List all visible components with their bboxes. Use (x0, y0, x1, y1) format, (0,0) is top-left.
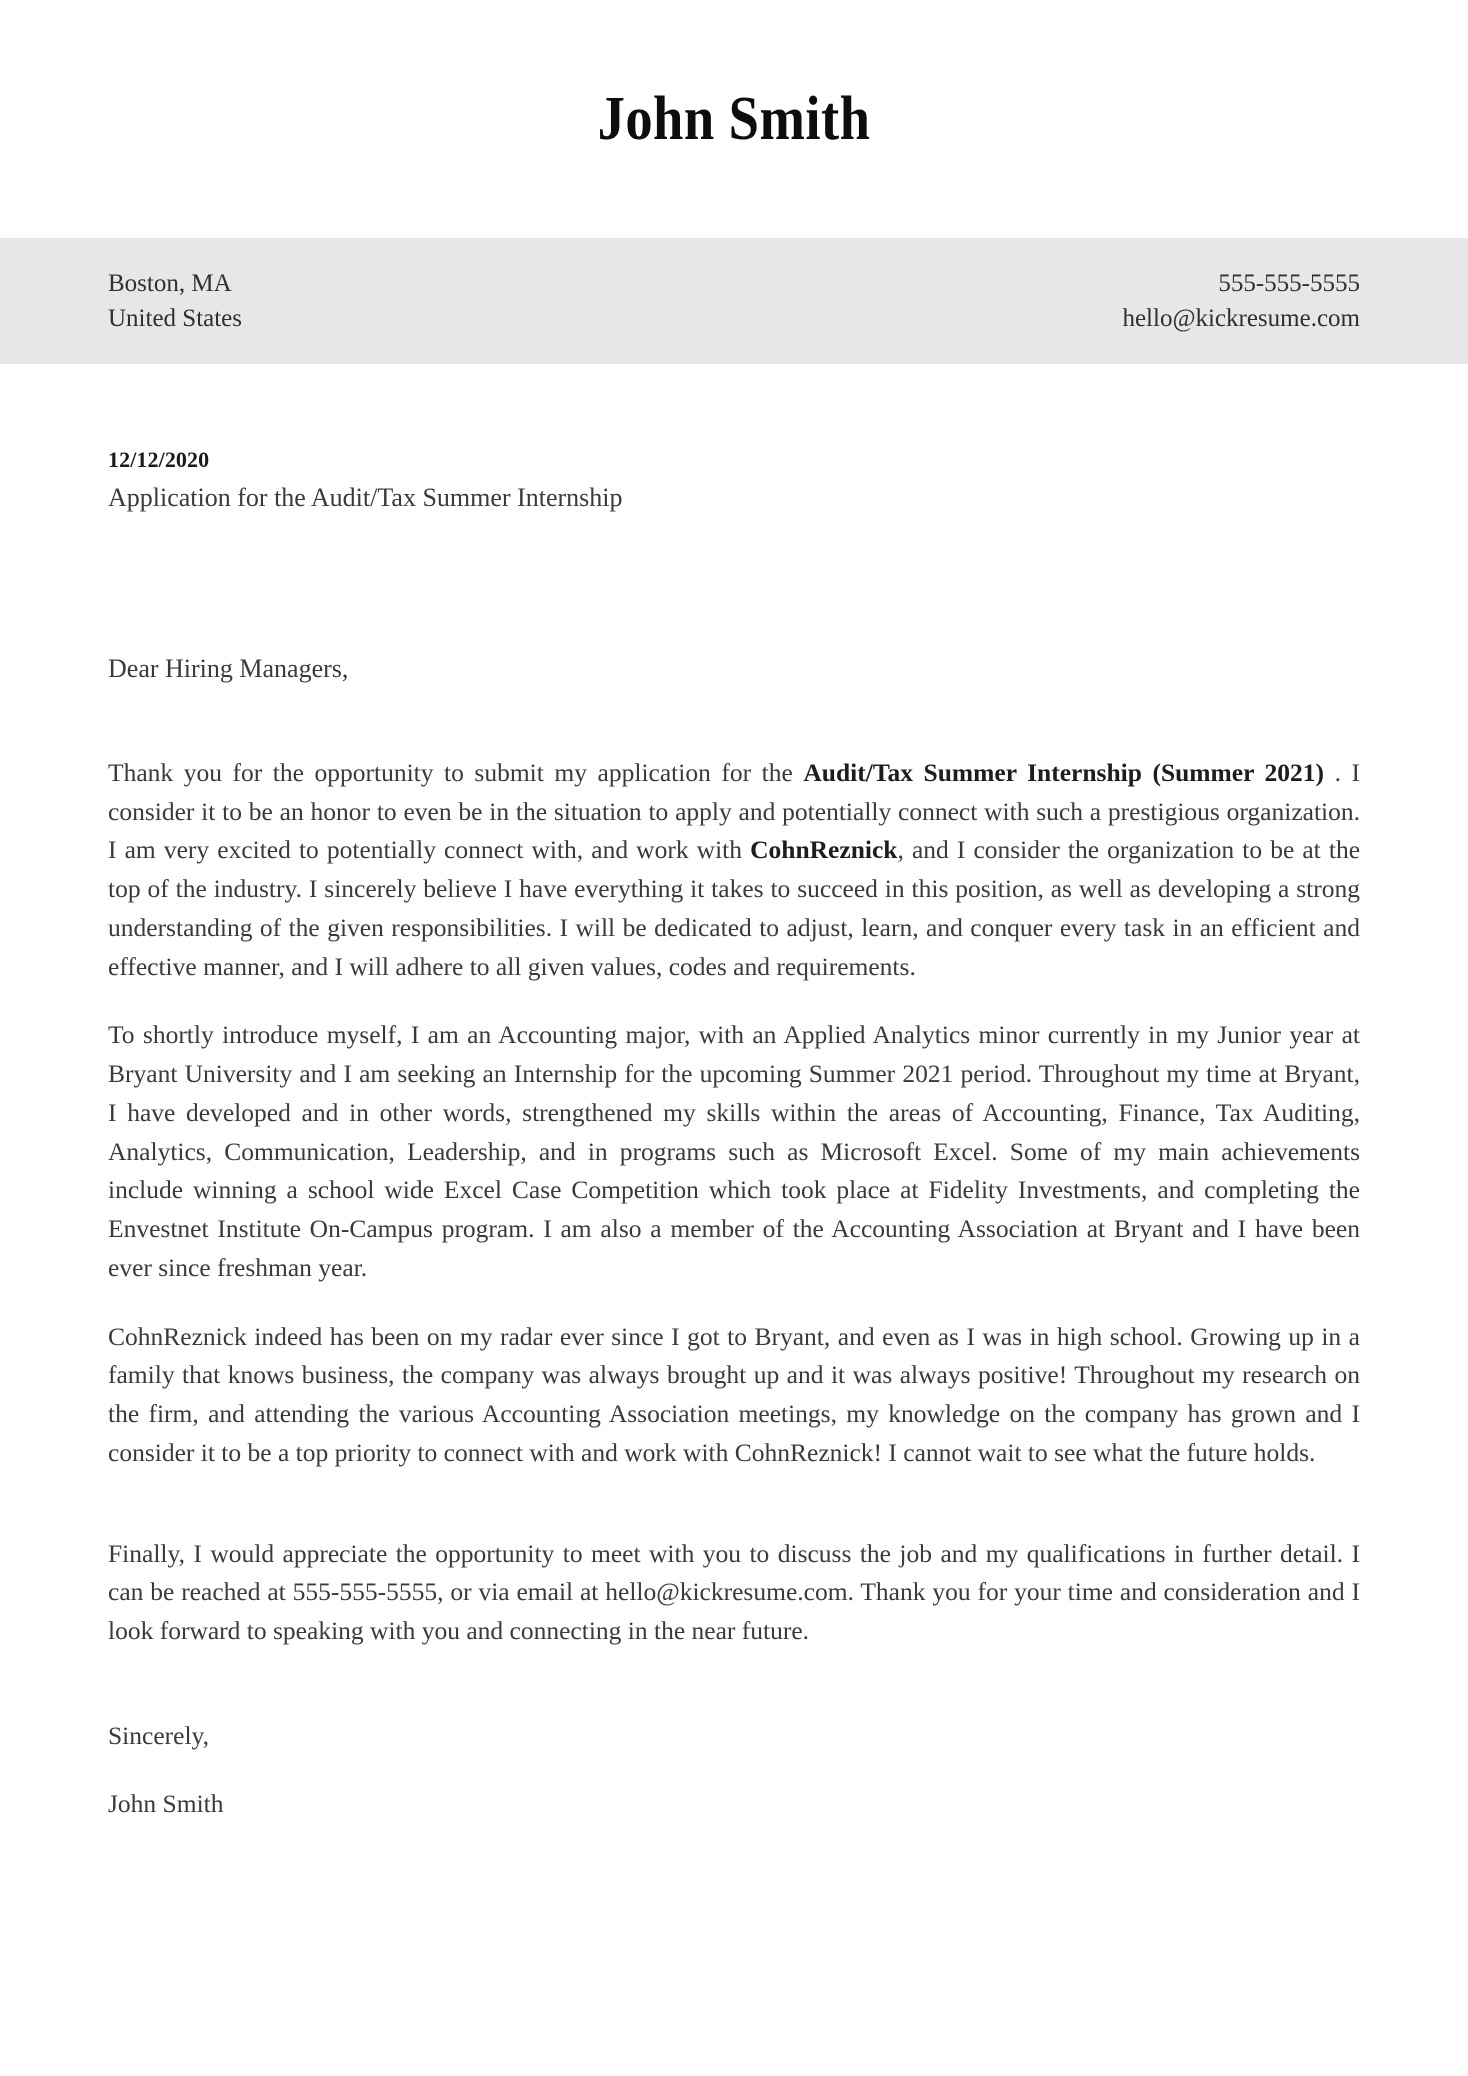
contact-city-state: Boston, MA (108, 270, 232, 297)
paragraph-1-part-3: , and I consider the organization to be at the top of the industry. I sincerely believe I have everything it takes to succeed in this position, as well as developing a strong understanding of the given responsibilities. I will be dedicated to adjust, learn, and conquer every task in an efficient and effective manner, and I will adhere to all given values, codes and requirements. (108, 835, 1361, 981)
letter-signature: John Smith (108, 1789, 224, 1819)
paragraph-1-bold-position: Audit/Tax Summer Internship (Summer 2021) (803, 757, 1325, 787)
paragraph-1-part-2: . I consider it to be an honor to even be in the situation to apply and potentially connect with such a prestigious organization. I am very excited to potentially connect with, and work with (108, 757, 1360, 865)
contact-band (0, 238, 1468, 364)
contact-details-group (1122, 267, 1360, 335)
letter-salutation: Dear Hiring Managers, (108, 653, 349, 683)
letter-closing: Sincerely, (108, 1720, 210, 1750)
letter-paragraph-3: CohnReznick indeed has been on my radar ever since I got to Bryant, and even as I was in high school. Growing up in a family that knows business, the company was always brought up and it was always positive! Throughout my research on the firm, and attending the various Accounting Association meetings, my knowledge on the company has grown and I consider it to be a top priority to connect with and work with CohnReznick! I cannot wait to see what the future holds. (108, 1321, 1360, 1467)
contact-email: hello@kickresume.com (1122, 305, 1360, 332)
name-header (0, 0, 1468, 238)
contact-phone: 555-555-5555 (1218, 270, 1360, 297)
letter-date: 12/12/2020 (108, 447, 210, 472)
letter-paragraph-2: To shortly introduce myself, I am an Accounting major, with an Applied Analytics minor currently in my Junior year at Bryant University and I am seeking an Internship for the upcoming Summer 2021 period. Throughout my time at Bryant, I have developed and in other words, strengthened my skills within the areas of Accounting, Finance, Tax Auditing, Analytics, Communication, Leadership, and in programs such as Microsoft Excel. Some of my main achievements include winning a school wide Excel Case Competition which took place at Fidelity Investments, and completing the Envestnet Institute On-Campus program. I am also a member of the Accounting Association at Bryant and I have been ever since freshman year. (108, 1020, 1360, 1282)
letter-meta (108, 446, 1360, 515)
letter-subject: Application for the Audit/Tax Summer Internship (108, 482, 623, 512)
contact-country: United States (108, 305, 243, 332)
page-title: John Smith (597, 85, 871, 153)
letter-body (0, 446, 1468, 1823)
paragraph-1-part-1: Thank you for the opportunity to submit my application for the (108, 757, 804, 787)
contact-address-group (108, 267, 242, 335)
paragraph-1-bold-company: CohnReznick (750, 835, 898, 865)
letter-paragraph-4: Finally, I would appreciate the opportunity to meet with you to discuss the job and my qualifications in further detail. I can be reached at 555-555-5555, or via email at hello@kickresume.com. Thank you for your time and consideration and I look forward to speaking with you and connecting in the near future. (108, 1538, 1360, 1646)
letter-paragraph-1 (108, 754, 1360, 987)
